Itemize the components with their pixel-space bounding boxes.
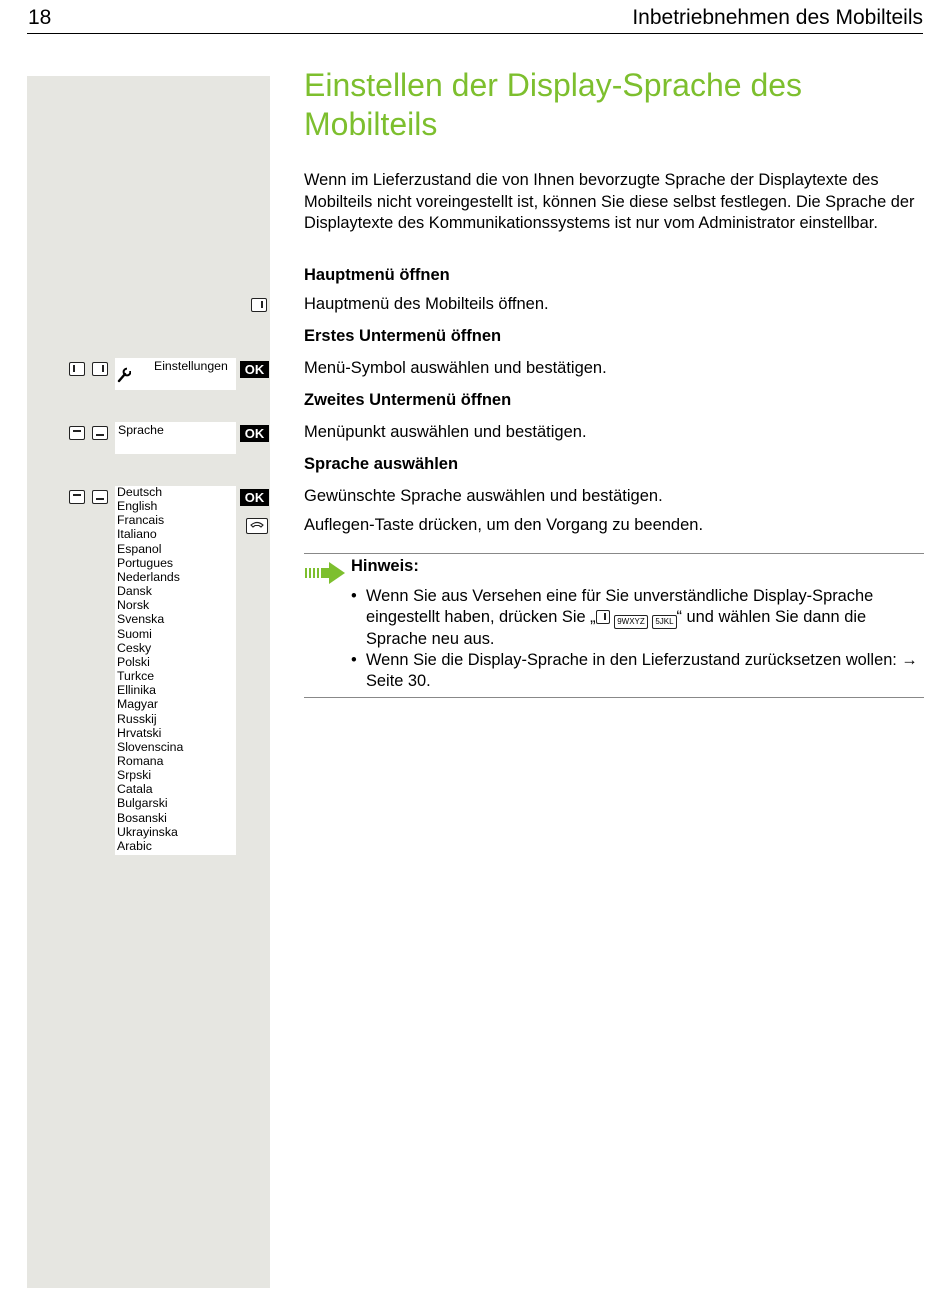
ok-key-3: OK xyxy=(240,489,269,506)
step4-text: Gewünschte Sprache auswählen und bestätigen. xyxy=(304,487,663,505)
language-item: Polski xyxy=(117,654,150,669)
menu-right-key-icon xyxy=(251,298,267,312)
ok-key-2: OK xyxy=(240,425,269,442)
note-title: Hinweis: xyxy=(351,557,419,575)
step1-heading: Hauptmenü öffnen xyxy=(304,266,450,284)
key-5-icon: 5JKL xyxy=(652,615,676,629)
note-bottom-divider xyxy=(304,697,924,698)
language-item: Cesky xyxy=(117,640,152,655)
settings-label: Einstellungen xyxy=(154,359,228,373)
step3-text: Menüpunkt auswählen und bestätigen. xyxy=(304,423,587,441)
page-title: Einstellen der Display-Sprache des Mobilteils xyxy=(304,67,803,142)
language-item: Magyar xyxy=(117,697,159,712)
language-list-screen xyxy=(115,486,236,855)
nav-up-key-icon xyxy=(92,490,108,504)
step2-text: Menü-Symbol auswählen und bestätigen. xyxy=(304,359,607,377)
nav-right-key-icon xyxy=(92,362,108,376)
language-list xyxy=(117,485,183,853)
language-menu-screen xyxy=(115,422,236,454)
step4-heading: Sprache auswählen xyxy=(304,455,459,473)
step3-heading: Zweites Untermenü öffnen xyxy=(304,391,512,409)
ok-key-1: OK xyxy=(240,361,269,378)
language-item: Ellinika xyxy=(117,683,156,698)
language-item: Arabic xyxy=(117,838,152,853)
language-item: Ukrayinska xyxy=(117,824,178,839)
language-item: Deutsch xyxy=(117,485,163,499)
language-item: Bosanski xyxy=(117,810,167,825)
language-item: Dansk xyxy=(117,584,152,599)
key-9-icon: 9WXYZ xyxy=(614,615,648,629)
nav-left-key-icon xyxy=(69,362,85,376)
page-number: 18 xyxy=(28,6,52,29)
language-item: Slovenscina xyxy=(117,739,184,754)
menu-key-icon xyxy=(596,610,610,624)
language-item: Francais xyxy=(117,513,165,528)
intro-paragraph: Wenn im Lieferzustand die von Ihnen bevorzugte Sprache der Displaytexte des Mobilteils nicht voreingestellt ist, können Sie diese selbst festlegen. Die Sprache der Displaytexte des Kommunikationssystems ist nur vom Administrator einstellbar. xyxy=(304,171,915,232)
nav-up-key-icon xyxy=(92,426,108,440)
language-item: Norsk xyxy=(117,598,150,613)
step5-text: Auflegen-Taste drücken, um den Vorgang zu beenden. xyxy=(304,516,704,534)
hangup-key-icon xyxy=(246,518,268,534)
language-label: Sprache xyxy=(118,423,164,437)
step1-text: Hauptmenü des Mobilteils öffnen. xyxy=(304,295,549,313)
note-top-divider xyxy=(304,553,924,554)
wrench-icon xyxy=(117,367,131,383)
note-bullet-1: • Wenn Sie aus Versehen eine für Sie unverständliche Display-Sprache eingestellt haben, drücken Sie „ 9WXYZ 5JKL “ und wählen Sie dann die Sprache neu aus. xyxy=(351,586,926,650)
note-list xyxy=(351,586,926,692)
language-item: Catala xyxy=(117,782,153,797)
note-arrow-icon xyxy=(304,561,346,585)
language-item: Portugues xyxy=(117,555,174,570)
language-item: Russkij xyxy=(117,711,157,726)
language-item: Hrvatski xyxy=(117,725,162,740)
header-divider xyxy=(27,33,923,34)
note-bullet-2: • Wenn Sie die Display-Sprache in den Lieferzustand zurücksetzen wollen: → Seite 30. xyxy=(351,650,926,692)
language-item: English xyxy=(117,499,158,514)
section-title: Inbetriebnehmen des Mobilteils xyxy=(632,6,923,29)
settings-screen xyxy=(115,358,236,390)
language-item: Bulgarski xyxy=(117,796,168,811)
step2-heading: Erstes Untermenü öffnen xyxy=(304,327,502,345)
language-item: Svenska xyxy=(117,612,165,627)
nav-down-key-icon xyxy=(69,490,85,504)
language-item: Turkce xyxy=(117,669,155,684)
language-item: Espanol xyxy=(117,541,162,556)
language-item: Nederlands xyxy=(117,569,180,584)
language-item: Srpski xyxy=(117,768,152,783)
language-item: Suomi xyxy=(117,626,152,641)
nav-down-key-icon xyxy=(69,426,85,440)
language-item: Romana xyxy=(117,753,164,768)
language-item: Italiano xyxy=(117,527,157,542)
